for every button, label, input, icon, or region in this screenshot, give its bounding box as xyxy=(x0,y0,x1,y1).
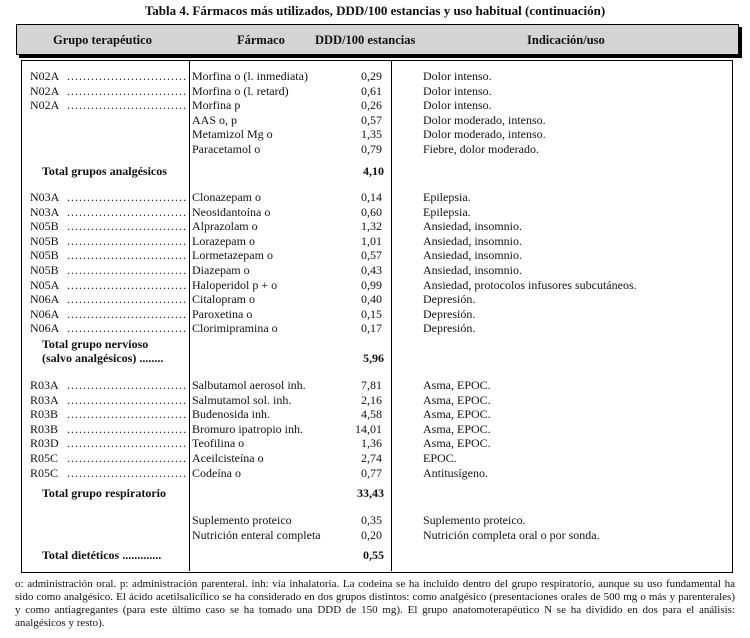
drug-name: Diazepam o xyxy=(192,263,250,277)
ddd-value: 2,16 xyxy=(361,392,382,407)
indication: Ansiedad, insomnio. xyxy=(423,263,522,277)
header-ddd: DDD/100 estancias xyxy=(315,33,416,47)
total-respiratorio-value: 33,43 xyxy=(357,486,384,500)
indication: Dolor moderado, intenso. xyxy=(423,112,546,127)
indication: EPOC. xyxy=(423,451,457,465)
leader-dots: .............................. xyxy=(67,292,187,307)
total-nervioso-label-2: (salvo analgésicos) ........ xyxy=(42,351,164,365)
atc-code: R03B xyxy=(30,407,59,422)
column-divider xyxy=(189,60,190,571)
atc-code: R03D xyxy=(30,436,59,451)
ddd-value: 1,01 xyxy=(361,233,382,248)
ddd-value: 4,58 xyxy=(361,407,382,422)
leader-dots: .............................. xyxy=(67,451,187,465)
total-nervioso-value: 5,96 xyxy=(363,351,384,365)
atc-code: R03A xyxy=(30,378,59,392)
drug-name: Citalopram o xyxy=(192,292,255,307)
atc-code: R03A xyxy=(30,392,59,407)
total-analgesicos-value: 4,10 xyxy=(363,164,384,178)
ddd-value: 0,35 xyxy=(361,513,382,527)
header-farmaco: Fármaco xyxy=(237,33,285,47)
indication: Fiebre, dolor moderado. xyxy=(423,142,539,156)
atc-code: R05C xyxy=(30,465,59,480)
ddd-value: 1,32 xyxy=(361,219,382,234)
drug-name: Aceilcisteína o xyxy=(192,451,264,465)
ddd-value: 0,57 xyxy=(361,248,382,263)
ddd-value: 0,26 xyxy=(361,98,382,113)
total-dieteticos-label: Total dietéticos ............. xyxy=(42,548,162,562)
drug-name: Codeína o xyxy=(192,465,241,480)
footnotes: o: administración oral. p: administración parenteral. inh: vía inhalatoria. La codeína se ha incluido dentro del grupo respiratorio, aunque su uso fundamental ha sido como analgésico. El ácido acetilsalicílico se ha considerado en dos grupos distintos: como analgésico (presentaciones orales de 500 mg o más y parenterales) y como antiagregantes (para este último caso se ha tomado una DDD de 150 mg). El grupo anatomoterapéutico N se ha dividido en dos para el análisis: analgésicos y resto). xyxy=(15,578,735,629)
leader-dots: .............................. xyxy=(67,190,187,204)
indication: Depresión. xyxy=(423,321,476,336)
leader-dots: .............................. xyxy=(67,421,187,436)
indication: Nutrición completa oral o por sonda. xyxy=(423,527,600,542)
atc-code: N03A xyxy=(30,204,60,219)
drug-name: Morfina o (l. inmediata) xyxy=(192,69,308,83)
atc-code: N05B xyxy=(30,219,59,234)
atc-code: N05A xyxy=(30,277,60,292)
table-title: Tabla 4. Fármacos más utilizados, DDD/100 estancias y uso habitual (continuación) xyxy=(144,3,606,18)
drug-name: Bromuro ipatropio inh. xyxy=(192,421,303,436)
drug-name: AAS o, p xyxy=(192,112,238,127)
ddd-value: 0,99 xyxy=(361,277,382,292)
drug-name: Metamizol Mg o xyxy=(192,127,273,142)
indication: Ansiedad, insomnio. xyxy=(423,233,522,248)
leader-dots: .............................. xyxy=(67,306,187,321)
drug-name: Alprazolam o xyxy=(192,219,258,234)
leader-dots: .............................. xyxy=(67,436,187,451)
atc-code: N02A xyxy=(30,69,60,83)
indication: Ansiedad, insomnio. xyxy=(423,248,522,263)
indication: Asma, EPOC. xyxy=(423,436,491,451)
atc-code: R03B xyxy=(30,421,59,436)
drug-name: Nutrición enteral completa xyxy=(192,527,321,542)
header-indicacion: Indicación/uso xyxy=(527,33,605,47)
leader-dots: .............................. xyxy=(67,98,187,113)
ddd-value: 14,01 xyxy=(355,421,382,436)
atc-code: N02A xyxy=(30,98,60,113)
indication: Dolor intenso. xyxy=(423,83,492,98)
atc-code: N03A xyxy=(30,190,60,204)
indication: Asma, EPOC. xyxy=(423,407,491,422)
ddd-value: 1,36 xyxy=(361,436,382,451)
ddd-value: 0,15 xyxy=(361,306,382,321)
drug-name: Morfina o (l. retard) xyxy=(192,83,289,98)
drug-name: Salmutamol sol. inh. xyxy=(192,392,292,407)
indication: Asma, EPOC. xyxy=(423,392,491,407)
indication: Ansiedad, insomnio. xyxy=(423,219,522,234)
indication: Dolor intenso. xyxy=(423,98,492,113)
leader-dots: .............................. xyxy=(67,69,187,83)
atc-code: R05C xyxy=(30,451,59,465)
total-dieteticos-value: 0,55 xyxy=(363,548,384,562)
drug-name: Clorimipramina o xyxy=(192,321,278,336)
atc-code: N06A xyxy=(30,292,60,307)
indication: Suplemento proteico. xyxy=(423,513,526,527)
drug-name: Lorazepam o xyxy=(192,233,255,248)
indication: Asma, EPOC. xyxy=(423,421,491,436)
ddd-value: 0,61 xyxy=(361,83,382,98)
ddd-value: 0,60 xyxy=(361,204,382,219)
leader-dots: .............................. xyxy=(67,248,187,263)
atc-code: N02A xyxy=(30,83,60,98)
leader-dots: .............................. xyxy=(67,263,187,277)
drug-name: Lormetazepam o xyxy=(192,248,273,263)
atc-code: N05B xyxy=(30,263,59,277)
indication: Ansiedad, protocolos infusores subcutáneos. xyxy=(423,277,637,292)
leader-dots: .............................. xyxy=(67,83,187,98)
ddd-value: 0,17 xyxy=(361,321,382,336)
ddd-value: 1,35 xyxy=(361,127,382,142)
drug-name: Teofilina o xyxy=(192,436,245,451)
ddd-value: 0,77 xyxy=(361,465,382,480)
indication: Epilepsia. xyxy=(423,190,471,204)
indication: Depresión. xyxy=(423,306,476,321)
total-respiratorio-label: Total grupo respiratorio xyxy=(42,486,167,500)
total-analgesicos-label: Total grupos analgésicos xyxy=(42,164,167,178)
ddd-value: 7,81 xyxy=(361,378,382,392)
column-divider xyxy=(391,60,392,571)
ddd-value: 0,79 xyxy=(361,142,382,156)
drug-name: Suplemento proteico xyxy=(192,513,292,527)
atc-code: N05B xyxy=(30,248,59,263)
atc-code: N05B xyxy=(30,233,59,248)
drug-name: Budenosida inh. xyxy=(192,407,270,422)
table-header xyxy=(16,24,739,55)
indication: Dolor intenso. xyxy=(423,69,492,83)
leader-dots: .............................. xyxy=(67,277,187,292)
indication: Epilepsia. xyxy=(423,204,471,219)
leader-dots: .............................. xyxy=(67,321,187,336)
ddd-value: 0,20 xyxy=(361,527,382,542)
total-nervioso-label: Total grupo nervioso xyxy=(42,337,149,351)
leader-dots: .............................. xyxy=(67,465,187,480)
indication: Depresión. xyxy=(423,292,476,307)
leader-dots: .............................. xyxy=(67,233,187,248)
atc-code: N06A xyxy=(30,306,60,321)
indication: Asma, EPOC. xyxy=(423,378,491,392)
drug-name: Morfina p xyxy=(192,98,241,113)
leader-dots: .............................. xyxy=(67,204,187,219)
ddd-value: 0,40 xyxy=(361,292,382,307)
leader-dots: .............................. xyxy=(67,392,187,407)
drug-name: Clonazepam o xyxy=(192,190,261,204)
ddd-value: 0,29 xyxy=(361,69,382,83)
drug-name: Salbutamol aerosol inh. xyxy=(192,378,306,392)
ddd-value: 0,57 xyxy=(361,112,382,127)
leader-dots: .............................. xyxy=(67,378,187,392)
ddd-value: 0,14 xyxy=(361,190,382,204)
ddd-value: 2,74 xyxy=(361,451,382,465)
drug-name: Paroxetina o xyxy=(192,306,253,321)
header-grupo: Grupo terapéutico xyxy=(53,33,152,47)
indication: Antitusígeno. xyxy=(423,465,488,480)
leader-dots: .............................. xyxy=(67,407,187,422)
drug-name: Paracetamol o xyxy=(192,142,261,156)
drug-name: Neosidantoína o xyxy=(192,204,271,219)
ddd-value: 0,43 xyxy=(361,263,382,277)
drug-name: Haloperidol p + o xyxy=(192,277,278,292)
atc-code: N06A xyxy=(30,321,60,336)
indication: Dolor moderado, intenso. xyxy=(423,127,546,142)
leader-dots: .............................. xyxy=(67,219,187,234)
